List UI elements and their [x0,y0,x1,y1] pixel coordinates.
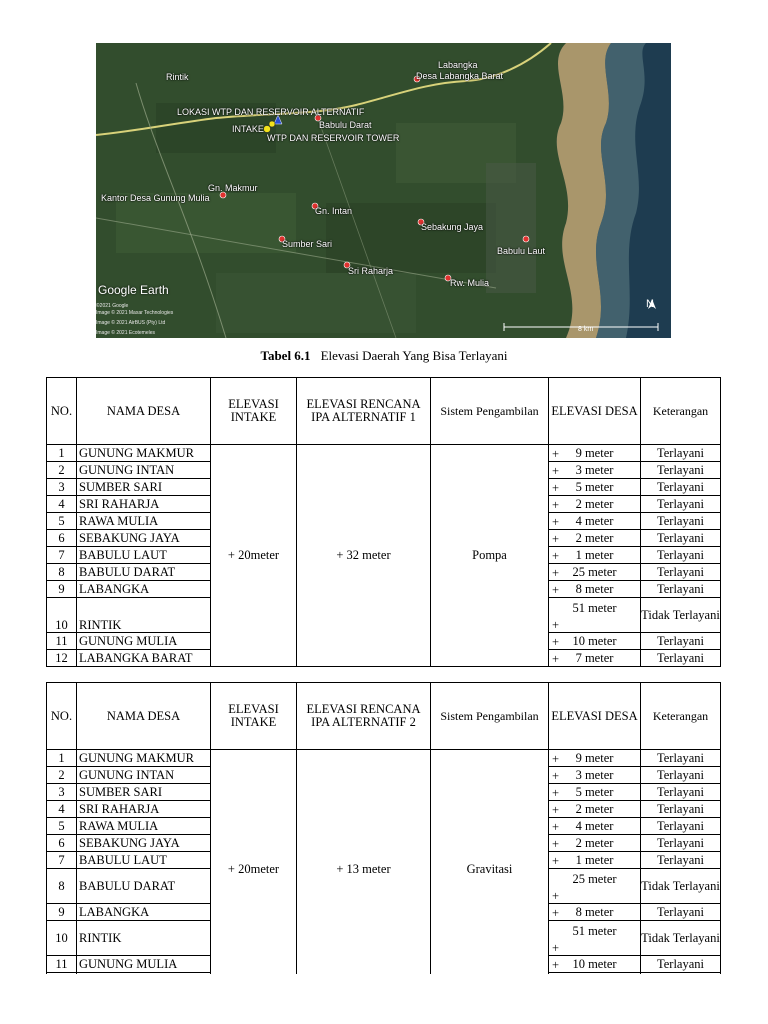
row-no: 1 [47,445,77,462]
map-credit: ©2021 Google [96,303,129,309]
row-nama-desa: GUNUNG MAKMUR [77,445,211,462]
row-no: 10 [47,598,77,633]
row-elevasi-desa: + 5 meter [549,479,641,496]
row-no: 1 [47,750,77,767]
row-elevasi-desa: + 2 meter [549,496,641,513]
row-elevasi-desa: + 9 meter [549,750,641,767]
header-sistem-pengambilan: Sistem Pengambilan [431,378,549,445]
row-no: 3 [47,479,77,496]
row-nama-desa: SRI RAHARJA [77,801,211,818]
header-elevasi-rencana: ELEVASI RENCANA IPA ALTERNATIF 2 [297,683,431,750]
row-nama-desa: LABANGKA BARAT [77,650,211,667]
row-keterangan: Terlayani [641,904,721,921]
row-no: 12 [47,650,77,667]
row-no: 10 [47,921,77,956]
row-keterangan: Terlayani [641,547,721,564]
satellite-map [96,43,671,338]
table-caption [0,348,768,364]
row-no: 9 [47,581,77,598]
row-nama-desa: GUNUNG MULIA [77,956,211,973]
row-keterangan: Terlayani [641,750,721,767]
row-no: 7 [47,547,77,564]
row-keterangan: Terlayani [641,784,721,801]
map-credit: Image © 2021 AirBUS (Pty) Ltd [96,320,166,326]
elevasi-intake-value: + 20meter [211,750,297,990]
row-elevasi-desa: + 10 meter [549,956,641,973]
header-elevasi-intake: ELEVASI INTAKE [211,378,297,445]
header-nama-desa: NAMA DESA [77,683,211,750]
header-elevasi-intake: ELEVASI INTAKE [211,683,297,750]
row-keterangan: Terlayani [641,479,721,496]
row-keterangan: Terlayani [641,633,721,650]
header-nama-desa: NAMA DESA [77,378,211,445]
table-row [47,445,721,462]
header-keterangan: Keterangan [641,683,721,750]
map-scale-label: 8 km [578,326,594,333]
row-no: 11 [47,633,77,650]
row-nama-desa: RAWA MULIA [77,513,211,530]
row-nama-desa: LABANGKA [77,904,211,921]
row-keterangan: Tidak Terlayani [641,869,721,904]
row-nama-desa: SEBAKUNG JAYA [77,835,211,852]
row-keterangan: Terlayani [641,496,721,513]
row-elevasi-desa: + 2 meter [549,801,641,818]
row-elevasi-desa: + 51 meter [549,598,641,633]
row-keterangan: Terlayani [641,530,721,547]
map-label-gn-intan: Gn. Intan [315,206,353,216]
row-elevasi-desa: + 2 meter [549,835,641,852]
row-elevasi-desa: + 10 meter [549,633,641,650]
row-keterangan: Terlayani [641,956,721,973]
map-label-wtp-reservoir-tower: WTP DAN RESERVOIR TOWER [267,133,400,143]
map-label-rintik: Rintik [166,72,189,82]
row-keterangan: Terlayani [641,818,721,835]
north-arrow-icon: N [646,298,654,310]
map-label-desa-labangka-barat: Desa Labangka Barat [416,71,504,81]
row-no: 6 [47,835,77,852]
map-label-sebakung-jaya: Sebakung Jaya [421,222,484,232]
row-nama-desa: GUNUNG INTAN [77,462,211,479]
map-label-sumber-sari: Sumber Sari [282,239,333,249]
row-elevasi-desa: + 5 meter [549,784,641,801]
row-nama-desa: LABANGKA [77,581,211,598]
elevasi-rencana-value: + 32 meter [297,445,431,667]
map-label-gn-makmur: Gn. Makmur [208,183,258,193]
map-label-babulu-laut: Babulu Laut [497,246,546,256]
row-nama-desa: SUMBER SARI [77,479,211,496]
row-nama-desa: SUMBER SARI [77,784,211,801]
row-keterangan: Terlayani [641,767,721,784]
header-elevasi-desa: ELEVASI DESA [549,378,641,445]
row-keterangan: Tidak Terlayani [641,921,721,956]
row-elevasi-desa: + 2 meter [549,530,641,547]
row-elevasi-desa: + 8 meter [549,904,641,921]
row-nama-desa: BABULU DARAT [77,869,211,904]
map-label-rw-mulia: Rw. Mulia [450,278,490,288]
row-elevasi-desa: + 3 meter [549,767,641,784]
header-sistem-pengambilan: Sistem Pengambilan [431,683,549,750]
row-no: 4 [47,496,77,513]
elevation-table-alternatif-1 [46,377,721,667]
row-elevasi-desa: + 8 meter [549,581,641,598]
row-elevasi-desa: + 1 meter [549,547,641,564]
row-no: 8 [47,869,77,904]
header-keterangan: Keterangan [641,378,721,445]
row-elevasi-desa: + 4 meter [549,513,641,530]
row-no: 3 [47,784,77,801]
row-elevasi-desa: + 4 meter [549,818,641,835]
map-credit: Image © 2021 Ecotemeles [96,330,155,336]
row-no: 9 [47,904,77,921]
map-label-sri-raharja: Sri Raharja [348,266,394,276]
row-keterangan: Terlayani [641,835,721,852]
map-label-kantor-desa: Kantor Desa Gunung Mulia [101,193,210,203]
row-nama-desa: GUNUNG MAKMUR [77,750,211,767]
row-no: 4 [47,801,77,818]
row-nama-desa: RINTIK [77,921,211,956]
row-nama-desa: BABULU LAUT [77,852,211,869]
row-no: 5 [47,818,77,835]
page-bottom-mask [40,974,740,1024]
row-no: 5 [47,513,77,530]
map-label-babulu-darat: Babulu Darat [319,120,372,130]
sistem-pengambilan-value: Pompa [431,445,549,667]
map-label-labangka: Labangka [438,60,478,70]
row-nama-desa: GUNUNG INTAN [77,767,211,784]
row-keterangan: Terlayani [641,852,721,869]
row-no: 2 [47,767,77,784]
google-earth-watermark: Google Earth [98,283,169,297]
row-keterangan: Terlayani [641,801,721,818]
row-keterangan: Tidak Terlayani [641,598,721,633]
row-no: 7 [47,852,77,869]
row-keterangan: Terlayani [641,581,721,598]
row-elevasi-desa: + 51 meter [549,921,641,956]
row-elevasi-desa: + 9 meter [549,445,641,462]
row-keterangan: Terlayani [641,445,721,462]
row-keterangan: Terlayani [641,564,721,581]
elevasi-rencana-value: + 13 meter [297,750,431,990]
header-no: NO. [47,378,77,445]
header-no: NO. [47,683,77,750]
elevation-table-alternatif-2 [46,682,721,990]
row-nama-desa: RAWA MULIA [77,818,211,835]
sistem-pengambilan-value: Gravitasi [431,750,549,990]
header-elevasi-rencana: ELEVASI RENCANA IPA ALTERNATIF 1 [297,378,431,445]
row-nama-desa: SEBAKUNG JAYA [77,530,211,547]
header-elevasi-desa: ELEVASI DESA [549,683,641,750]
row-nama-desa: SRI RAHARJA [77,496,211,513]
row-elevasi-desa: + 3 meter [549,462,641,479]
row-nama-desa: GUNUNG MULIA [77,633,211,650]
table-title: Elevasi Daerah Yang Bisa Terlayani [320,348,508,363]
row-keterangan: Terlayani [641,513,721,530]
map-label-lokasi-wtp: LOKASI WTP DAN RESERVOIR ALTERNATIF [177,107,365,117]
map-label-intake: INTAKE [232,124,264,134]
elevasi-intake-value: + 20meter [211,445,297,667]
row-no: 8 [47,564,77,581]
map-credit: Image © 2021 Maxar Technologies [96,310,174,316]
row-no: 6 [47,530,77,547]
table-number: Tabel 6.1 [260,348,311,363]
row-nama-desa: BABULU LAUT [77,547,211,564]
table-header-row [47,683,721,750]
row-keterangan: Terlayani [641,462,721,479]
row-no: 11 [47,956,77,973]
table-header-row [47,378,721,445]
row-nama-desa: BABULU DARAT [77,564,211,581]
row-nama-desa: RINTIK [77,598,211,633]
row-no: 2 [47,462,77,479]
row-elevasi-desa: + 7 meter [549,650,641,667]
map-terrain [96,43,671,338]
row-elevasi-desa: + 25 meter [549,869,641,904]
row-elevasi-desa: + 1 meter [549,852,641,869]
row-keterangan: Terlayani [641,650,721,667]
row-elevasi-desa: + 25 meter [549,564,641,581]
table-row [47,750,721,767]
